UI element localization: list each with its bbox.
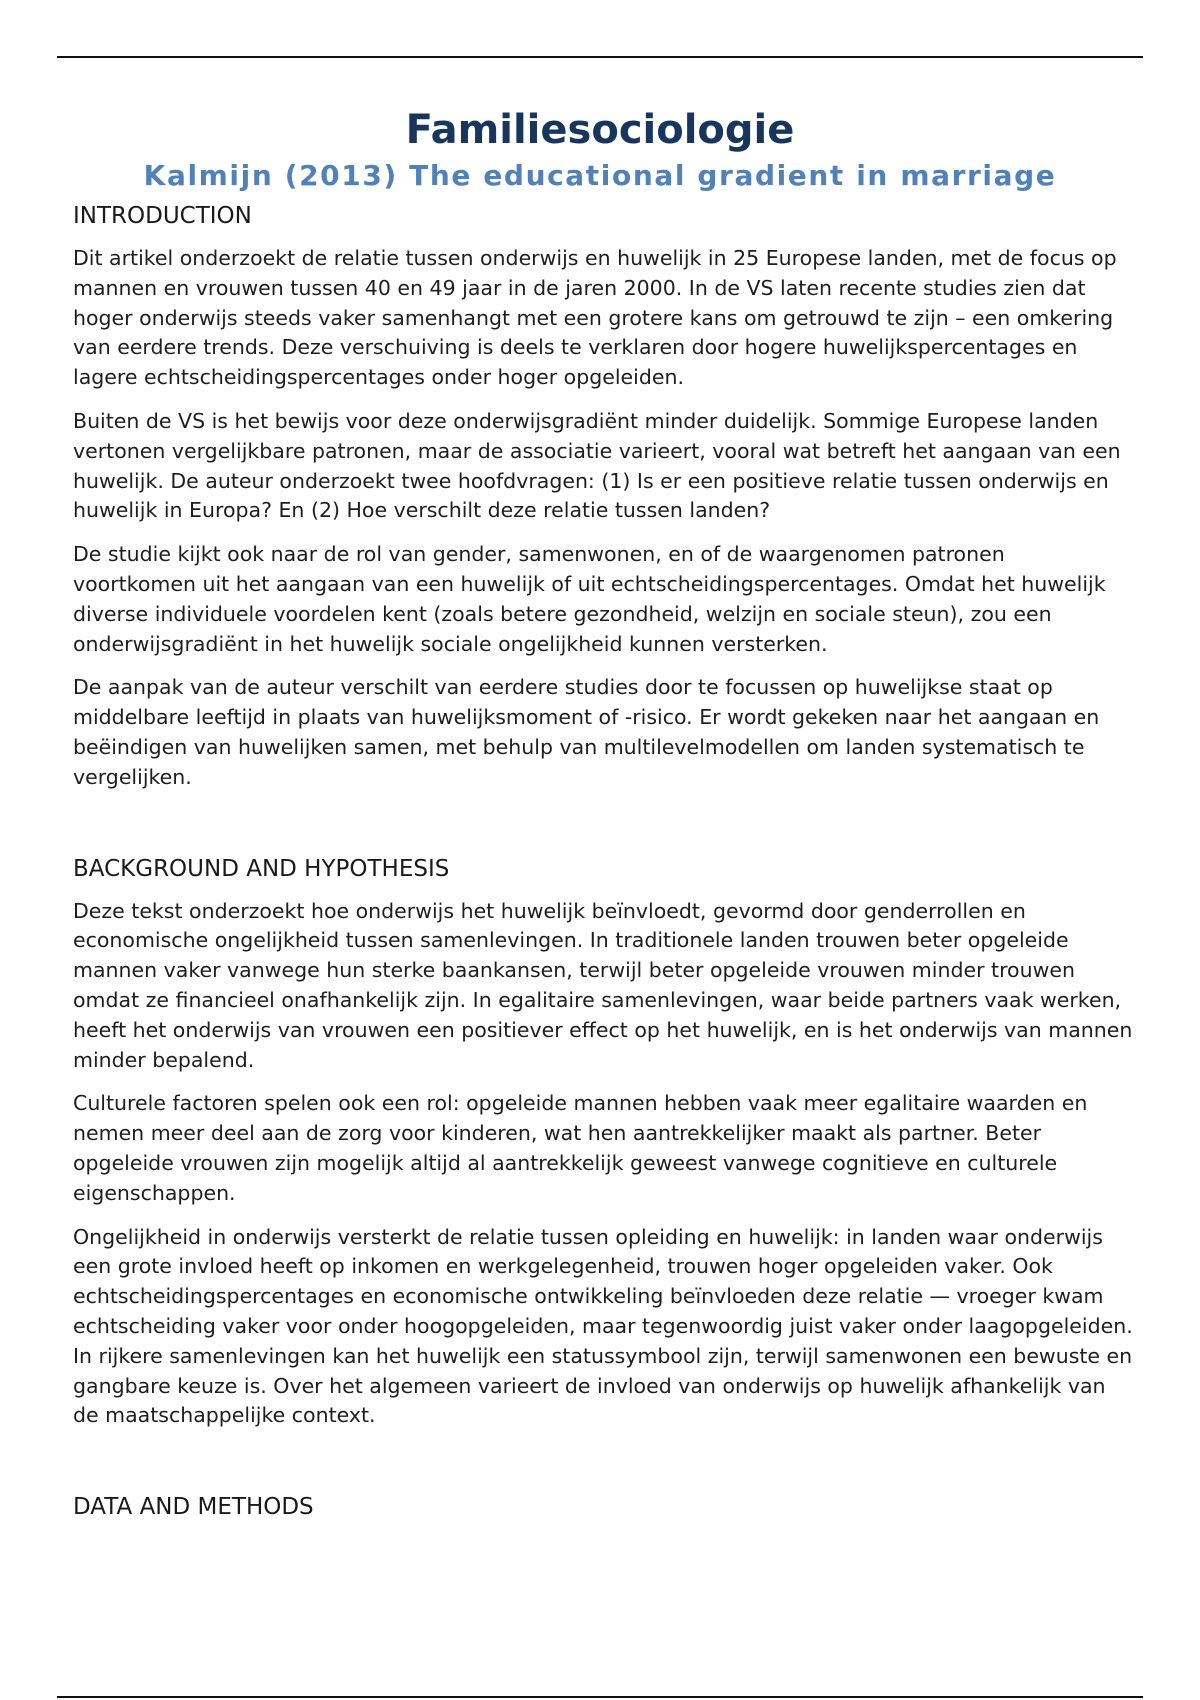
header-rule	[57, 56, 1143, 58]
paragraph: De aanpak van de auteur verschilt van eerdere studies door te focussen op huwelijkse staat op middelbare leeftijd in plaats van huwelijksmoment of -risico. Er wordt gekeken naar het aangaan en beëindigen van huwelijken samen, met behulp van multilevelmodellen om landen systematisch te vergelijken.	[73, 675, 1100, 789]
section-heading: DATA AND METHODS	[73, 1494, 314, 1521]
document-subtitle: Kalmijn (2013) The educational gradient in marriage	[143, 159, 1057, 192]
paragraph: De studie kijkt ook naar de rol van gender, samenwonen, en of de waargenomen patronen voortkomen uit het aangaan van een huwelijk of uit echtscheidingspercentages. Omdat het huwelijk diverse individuele voordelen kent (zoals betere gezondheid, welzijn en sociale steun), zou een onderwijsgradiënt in het huwelijk sociale ongelijkheid kunnen versterken.	[73, 542, 1106, 656]
document-page	[73, 104, 1133, 1535]
section-heading: BACKGROUND AND HYPOTHESIS	[73, 855, 450, 882]
paragraph: Deze tekst onderzoekt hoe onderwijs het huwelijk beïnvloedt, gevormd door genderrollen en economische ongelijkheid tussen samenlevingen. In traditionele landen trouwen beter opgeleide mannen vaker vanwege hun sterke baankansen, terwijl beter opgeleide vrouwen minder trouwen omdat ze financieel onafhankelijk zijn. In egalitaire samenlevingen, waar beide partners vaak werken, heeft het onderwijs van vrouwen een positiever effect op het huwelijk, en is het onderwijs van mannen minder bepalend.	[73, 898, 1133, 1072]
paragraph: Dit artikel onderzoekt de relatie tussen onderwijs en huwelijk in 25 Europese landen, met de focus op mannen en vrouwen tussen 40 en 49 jaar in de jaren 2000. In de VS laten recente studies zien dat hoger onderwijs steeds vaker samenhangt met een grotere kans om getrouwd te zijn – een omkering van eerdere trends. Deze verschuiving is deels te verklaren door hogere huwelijkspercentages en lagere echtscheidingspercentages onder hoger opgeleiden.	[73, 246, 1117, 390]
paragraph: Buiten de VS is het bewijs voor deze onderwijsgradiënt minder duidelijk. Sommige Europese landen vertonen vergelijkbare patronen, maar de associatie varieert, vooral wat betreft het aangaan van een huwelijk. De auteur onderzoekt twee hoofdvragen: (1) Is er een positieve relatie tussen onderwijs en huwelijk in Europa? En (2) Hoe verschilt deze relatie tussen landen?	[73, 408, 1121, 523]
paragraph: Ongelijkheid in onderwijs versterkt de relatie tussen opleiding en huwelijk: in landen waar onderwijs een grote invloed heeft op inkomen en werkgelegenheid, trouwen hoger opgeleiden vaker. Ook echtscheidingspercentages en economische ontwikkeling beïnvloeden deze relatie — vroeger kwam echtscheiding vaker voor onder hoogopgeleiden, maar tegenwoordig juist vaker onder laagopgeleiden. In rijkere samenlevingen kan het huwelijk een statussymbool zijn, terwijl samenwonen een bewuste en gangbare keuze is. Over het algemeen varieert de invloed van onderwijs op huwelijk afhankelijk van de maatschappelijke context.	[73, 1224, 1133, 1428]
document-title: Familiesociologie	[405, 107, 795, 153]
section-background-and-hypothesis	[73, 853, 1133, 1432]
section-introduction	[73, 200, 1133, 793]
footer-rule	[57, 1696, 1143, 1698]
section-heading: INTRODUCTION	[73, 203, 252, 229]
section-data-and-methods	[73, 1491, 1133, 1523]
paragraph: Culturele factoren spelen ook een rol: opgeleide mannen hebben vaak meer egalitaire waarden en nemen meer deel aan de zorg voor kinderen, wat hen aantrekkelijker maakt als partner. Beter opgeleide vrouwen zijn mogelijk altijd al aantrekkelijk geweest vanwege cognitieve en culturele eigenschappen.	[73, 1091, 1088, 1205]
